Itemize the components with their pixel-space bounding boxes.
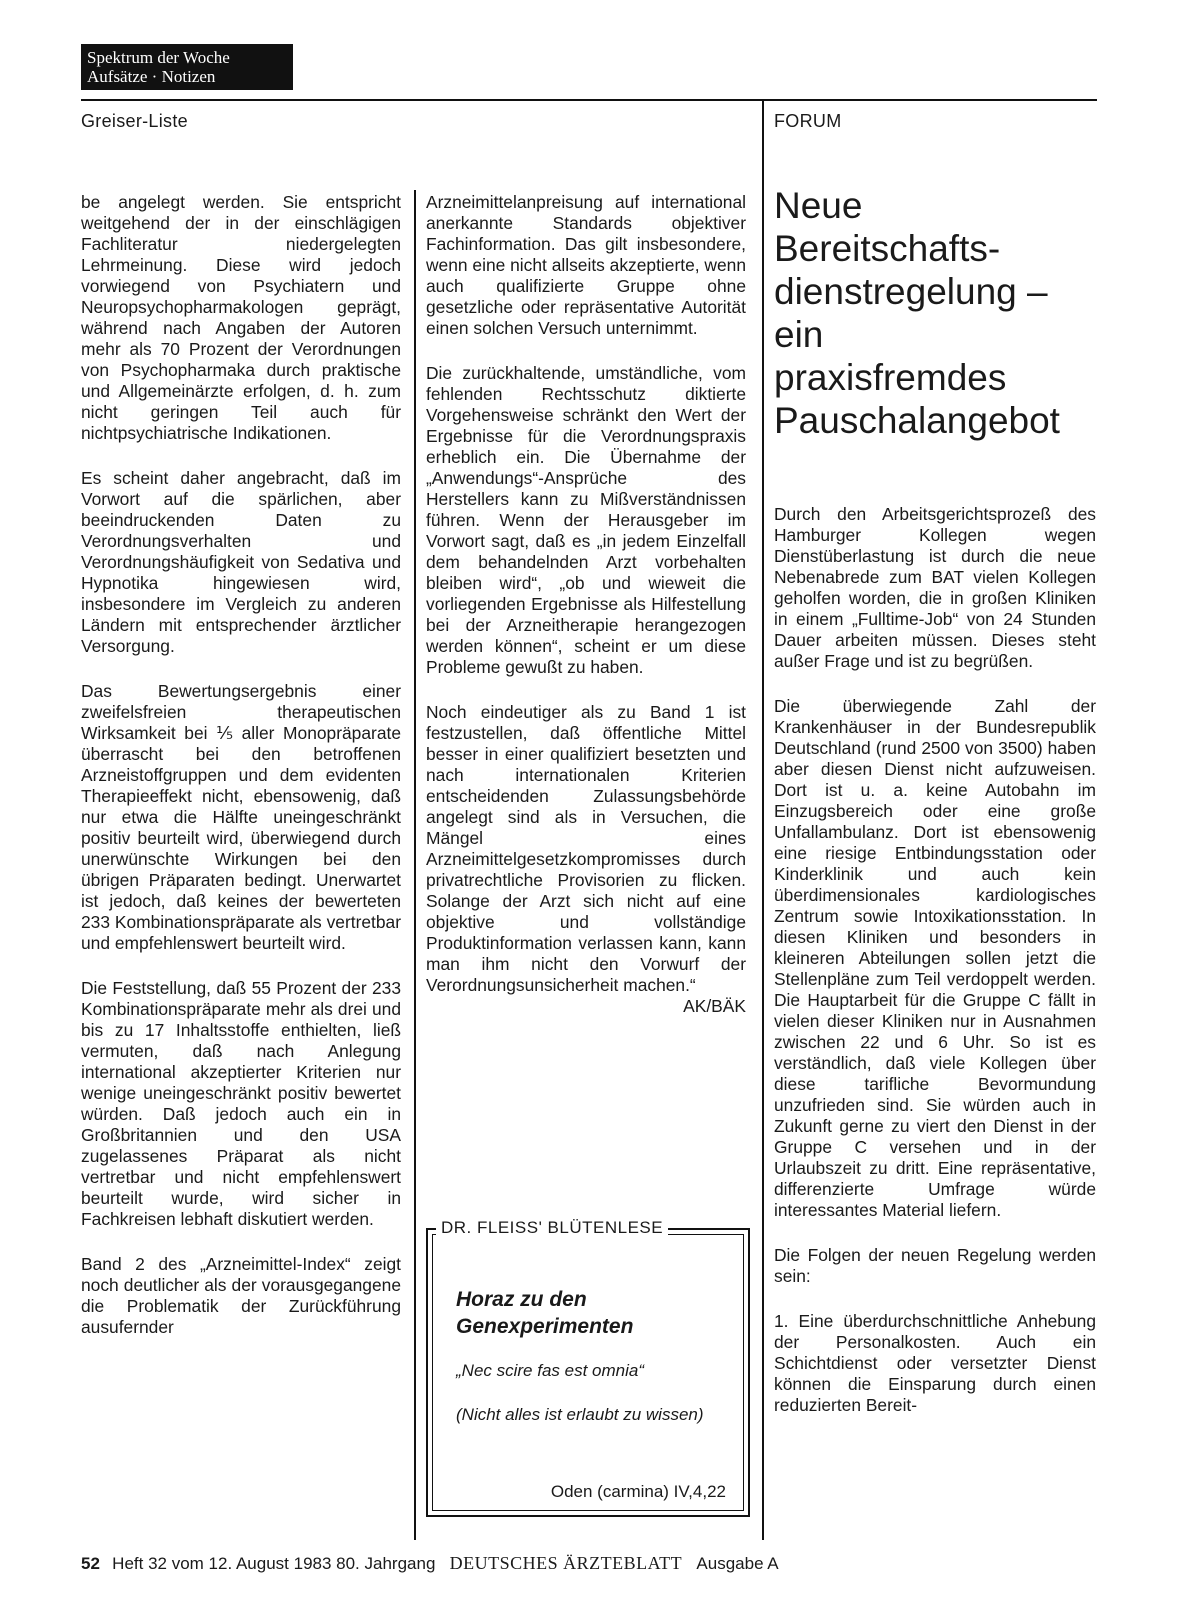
header-line-1: Spektrum der Woche — [87, 48, 230, 67]
paragraph: Noch eindeutiger als zu Band 1 ist festzustellen, daß öffentliche Mittel besser in einer qualifiziert besetzten und nach internationalen Kriterien entscheidenden Zulassungsbehörde angelegt sind als in Versuchen, die Mängel eines Arzneimittelgesetzkompromisses durch privatrechtliche Provisorien zu flicken. Solange der Arzt sich nicht auf eine objektive und vollständige Produktinformation verlassen kann, kann man ihm nicht den Vorwurf der Verordnungsunsicherheit machen.“ — [426, 702, 746, 995]
paragraph: Durch den Arbeitsgerichtsprozeß des Hamburger Kollegen wegen Dienstüberlastung ist durch die neue Nebenabrede zum BAT vielen Kollegen geholfen worden, die in großen Kliniken in einem „Fulltime-Job“ von 24 Stunden Dauer arbeiten müssen. Dieses steht außer Frage und ist zu begrüßen. — [774, 504, 1096, 671]
section-label-right: FORUM — [774, 111, 842, 131]
paragraph: Das Bewertungsergebnis einer zweifelsfreien therapeutischen Wirksamkeit bei ⅕ aller Monopräparate überrascht bei den betroffenen Arzneistoffgruppen und dem evidenten Therapieeffekt nicht, ebensowenig, daß nur etwa die Hälfte uneingeschränkt positiv beurteilt wird, überwiegend durch unerwünschte Wirkungen bei den übrigen Präparaten bedingt. Unerwartet ist jedoch, daß keines der bewerteten 233 Kombinationspräparate als vertretbar und empfehlenswert beurteilt wird. — [81, 681, 401, 953]
quote-box-headline-line: Genexperimenten — [456, 1315, 634, 1338]
quote-translation: (Nicht alles ist erlaubt zu wissen) — [456, 1405, 704, 1424]
article-column-1 — [81, 192, 401, 1362]
paragraph: Arzneimittelanpreisung auf international anerkannte Standards objektiver Fachinformation. Das gilt insbesondere, wenn eine nicht allseits akzeptierte, wenn auch qualifizierte Gruppe ohne gesetzliche oder repräsentative Autorität einen solchen Versuch unternimmt. — [426, 192, 746, 338]
headline-line: praxisfremdes — [774, 357, 1007, 398]
article-column-3 — [774, 504, 1096, 1440]
headline-line: Neue — [774, 185, 863, 226]
latin-quote: „Nec scire fas est omnia“ — [456, 1361, 644, 1380]
edition-label: Ausgabe A — [696, 1554, 779, 1573]
page-number: 52 — [81, 1554, 100, 1573]
quote-source: Oden (carmina) IV,4,22 — [550, 1482, 726, 1501]
headline-line: Bereitschafts- — [774, 228, 1001, 269]
quote-box-title: DR. FLEISS' BLÜTENLESE — [436, 1218, 668, 1238]
headline-line: dienstregelung – — [774, 271, 1048, 312]
quote-box-headline — [456, 1286, 736, 1340]
paragraph: Die zurückhaltende, umständliche, vom fehlenden Rechtsschutz diktierte Vorgehensweise schränkt den Wert der Ergebnisse für die Verordnungspraxis erheblich ein. Die Übernahme der „Anwendungs“-Ansprüche des Herstellers kann zu Mißverständnissen führen. Wenn der Herausgeber im Vorwort sagt, daß es „in jedem Einzelfall dem behandelnden Arzt vorbehalten bleiben wird“, „ob und wieweit die vorliegenden Ergebnisse als Hilfestellung bei der Arzneitherapie herangezogen werden können“, scheint er um diese Probleme gewußt zu haben. — [426, 363, 746, 677]
quote-box-headline-line: Horaz zu den — [456, 1288, 587, 1311]
article-column-2 — [426, 192, 746, 1017]
paragraph: Die Folgen der neuen Regelung werden sein: — [774, 1245, 1096, 1286]
section-label-left: Greiser-Liste — [81, 111, 188, 131]
journal-name: DEUTSCHES ÄRZTEBLATT — [449, 1553, 683, 1573]
headline-line: Pauschalangebot — [774, 400, 1060, 441]
forum-headline — [774, 184, 1104, 442]
paragraph: Es scheint daher angebracht, daß im Vorwort auf die spärlichen, aber beeindruckenden Daten zu Verordnungsverhalten und Verordnungshäufigkeit von Sedativa und Hypnotika hingewiesen wird, insbesondere im Vergleich zu anderen Ländern mit entsprechender ärztlicher Versorgung. — [81, 468, 401, 656]
paragraph: Die Feststellung, daß 55 Prozent der 233 Kombinationspräparate mehr als drei und bis zu 17 Inhaltsstoffe enthielten, ließ vermuten, daß nach Anlegung international akzeptierter Kriterien nur wenige uneingeschränkt positiv bewertet würden. Daß jedoch auch ein in Großbritannien und den USA zugelassenes Präparat als nicht vertretbar und nicht empfehlenswert beurteilt wurde, wird sicher in Fachkreisen lebhaft diskutiert werden. — [81, 978, 401, 1229]
issue-info: Heft 32 vom 12. August 1983 80. Jahrgang — [112, 1554, 436, 1573]
paragraph: 1. Eine überdurchschnittliche Anhebung der Personalkosten. Auch ein Schichtdienst oder versetzter Dienst können die Einsparung durch einen reduzierten Bereit- — [774, 1311, 1096, 1415]
header-line-2: Aufsätze · Notizen — [87, 67, 216, 86]
top-rule — [81, 99, 1097, 101]
paragraph: Band 2 des „Arzneimittel-Index“ zeigt noch deutlicher als der vorausgegangene die Problematik der Zurückführung ausufernder — [81, 1254, 401, 1337]
column-rule-2 — [762, 99, 764, 1540]
column-rule-1 — [414, 190, 416, 1540]
page-footer — [81, 1553, 779, 1574]
paragraph: be angelegt werden. Sie entspricht weitgehend der in der einschlägigen Fachliteratur niedergelegten Lehrmeinung. Diese wird jedoch vorwiegend von Psychiatern und Neuropsychopharmakologen geprägt, während nach Angaben der Autoren mehr als 70 Prozent der Verordnungen von Psychopharmaka durch praktische und Allgemeinärzte erfolgen, d. h. zum nicht geringen Teil auch für nichtpsychiatrische Indikationen. — [81, 192, 401, 443]
paragraph: Die überwiegende Zahl der Krankenhäuser in der Bundesrepublik Deutschland (rund 2500 von 3500) haben aber diesen Dienst nicht aufzuweisen. Dort ist u. a. keine Autobahn im Einzugsbereich oder eine große Unfallambulanz. Dort ist ebensowenig eine riesige Entbindungsstation oder Kinderklinik und auch kein überdimensionales kardiologisches Zentrum sowie Intoxikationsstation. In diesen Kliniken und besonders in kleineren Abteilungen sollen jetzt die Stellenpläne zum Teil verdoppelt werden. Die Hauptarbeit für die Gruppe C fällt in vielen dieser Kliniken nur in Ausnahmen zwischen 22 und 6 Uhr. So ist es verständlich, daß viele Kollegen über diese tarifliche Bevormundung unzufrieden sind. Sie würden auch in Zukunft gerne zu viert den Dienst in der Gruppe C versehen und in der Urlaubszeit zu dritt. Eine repräsentative, differenzierte Umfrage würde interessantes Material liefern. — [774, 696, 1096, 1220]
author-signature: AK/BÄK — [683, 996, 746, 1016]
headline-line: ein — [774, 314, 824, 355]
section-header-badge — [81, 44, 293, 90]
